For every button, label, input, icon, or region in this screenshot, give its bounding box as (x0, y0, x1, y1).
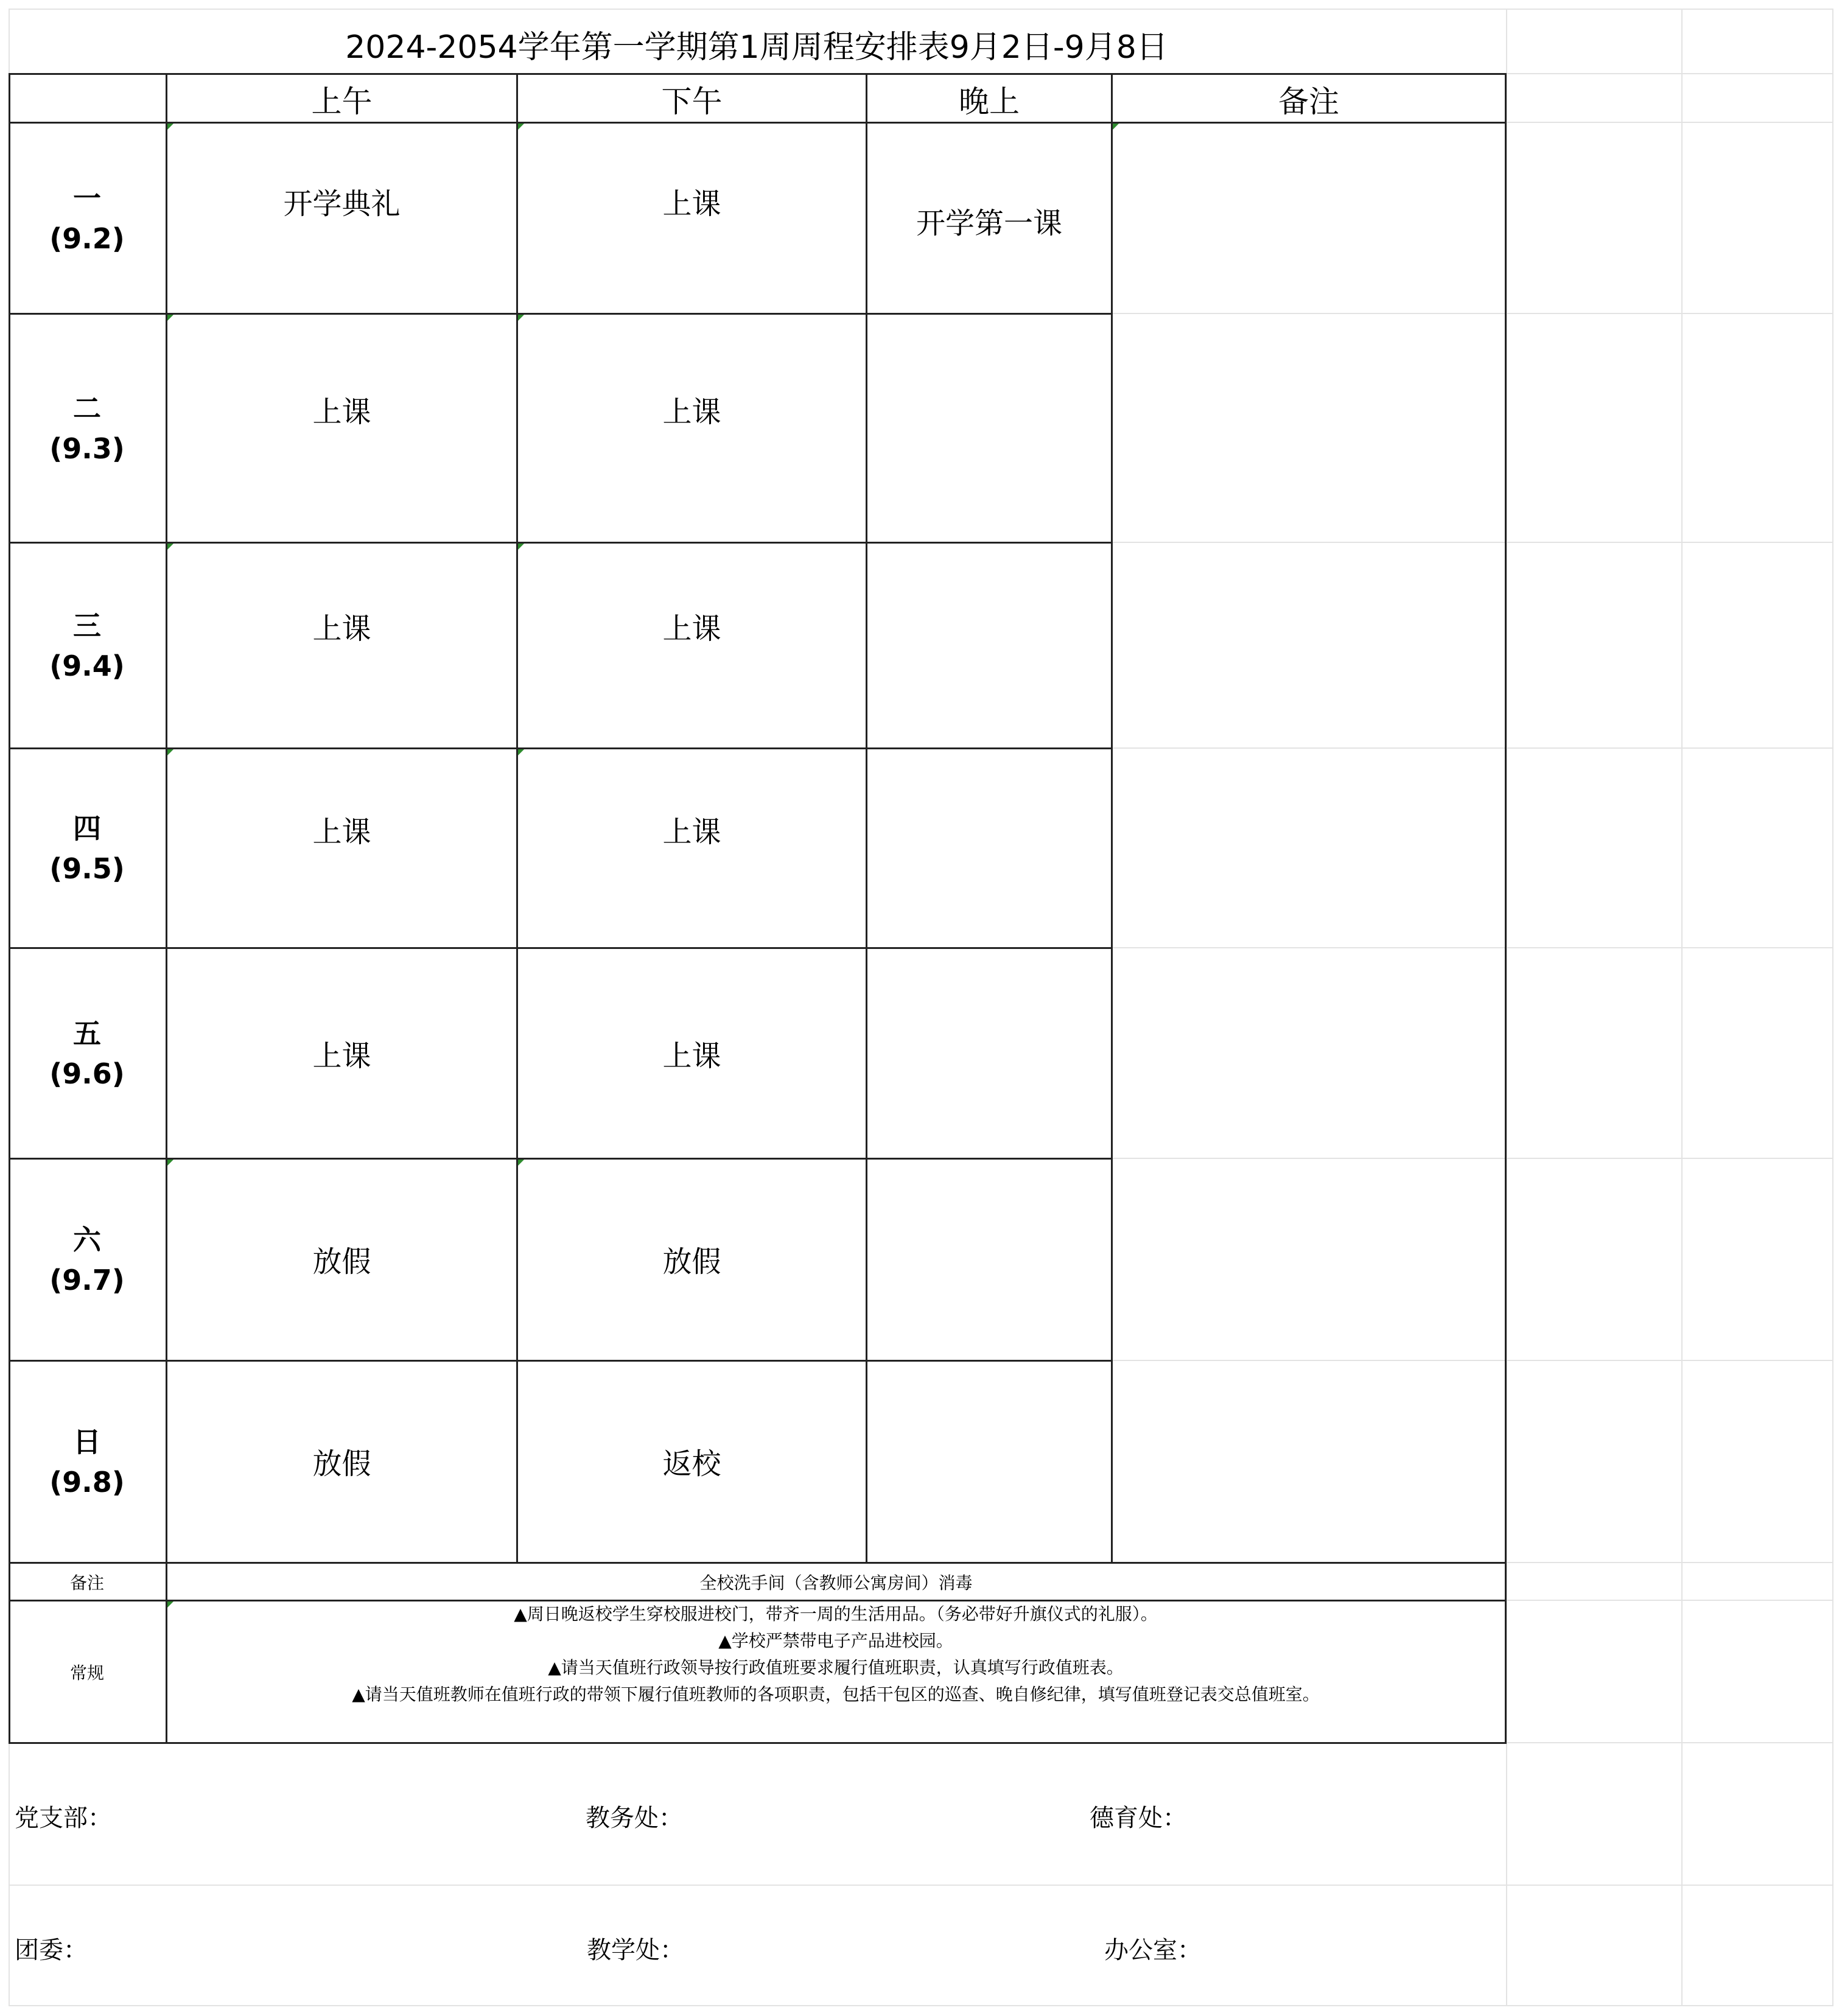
cell-marker (518, 749, 524, 755)
tue-evening-cell[interactable] (867, 379, 1111, 439)
mon-evening-cell[interactable]: 开学第一课 (916, 206, 1062, 240)
table-border (9, 542, 1113, 544)
table-border (9, 947, 1113, 949)
day-cell-fri[interactable] (9, 949, 166, 1158)
notes-text[interactable]: 全校洗手间（含教师公寓房间）消毒 (699, 1572, 973, 1593)
table-border (9, 313, 1113, 315)
cell-marker (167, 315, 173, 321)
day-date: (9.4) (49, 649, 125, 682)
signature-moral[interactable]: 德育处： (1090, 1804, 1187, 1832)
cell-marker (167, 544, 173, 550)
table-border (9, 1360, 1113, 1362)
page-title[interactable]: 2024-2054学年第一学期第1周周程安排表9月2日-9月8日 (345, 29, 1168, 66)
day-name: 日 (73, 1425, 101, 1458)
table-border (9, 747, 1113, 749)
table-border (166, 73, 167, 1744)
sun-morning-cell[interactable]: 放假 (312, 1446, 371, 1481)
day-date: (9.3) (49, 432, 125, 465)
routine-line: ▲请当天值班行政领导按行政值班要求履行值班职责，认真填写行政值班表。 (548, 1657, 1124, 1678)
wed-evening-cell[interactable] (867, 595, 1111, 656)
routine-line: ▲学校严禁带电子产品进校园。 (718, 1631, 953, 1651)
day-name: 一 (73, 181, 101, 215)
signature-office[interactable]: 办公室： (1104, 1936, 1202, 1964)
day-cell-thu[interactable] (9, 749, 166, 947)
grid-line (1681, 9, 1683, 2006)
day-name: 四 (73, 811, 101, 845)
routine-line: ▲请当天值班教师在值班行政的带领下履行值班教师的各项职责，包括干包区的巡查、晚自修纪律，填写值班登记表交总值班室。 (352, 1684, 1320, 1704)
sat-afternoon-cell[interactable]: 放假 (662, 1244, 721, 1279)
thu-morning-cell[interactable]: 上课 (312, 814, 371, 849)
sun-afternoon-cell[interactable]: 返校 (662, 1446, 721, 1481)
cell-marker (518, 544, 524, 550)
table-border (9, 73, 1507, 75)
day-cell-sat[interactable] (9, 1160, 166, 1360)
cell-marker (167, 1160, 173, 1166)
routine-text[interactable] (167, 1601, 1505, 1710)
fri-afternoon-cell[interactable]: 上课 (662, 1038, 721, 1073)
signature-academic[interactable]: 教务处： (586, 1804, 683, 1832)
signature-league[interactable]: 团委： (15, 1936, 88, 1964)
thu-afternoon-cell[interactable]: 上课 (662, 814, 721, 849)
table-border (1505, 73, 1507, 1744)
day-date: (9.5) (49, 852, 125, 885)
day-name: 五 (73, 1017, 101, 1050)
header-afternoon[interactable]: 下午 (661, 84, 723, 119)
day-cell-mon[interactable] (9, 124, 166, 313)
mon-afternoon-cell[interactable]: 上课 (662, 186, 721, 221)
grid-line (9, 1885, 1833, 1886)
day-cell-tue[interactable] (9, 315, 166, 542)
routine-line: ▲周日晚返校学生穿校服进校门，带齐一周的生活用品。（务必带好升旗仪式的礼服）。 (514, 1604, 1158, 1624)
header-morning[interactable]: 上午 (311, 84, 373, 119)
table-border (1111, 73, 1113, 1564)
day-name: 三 (73, 609, 101, 642)
day-date: (9.6) (49, 1057, 125, 1090)
day-cell-wed[interactable] (9, 544, 166, 747)
grid-line (1832, 9, 1833, 2006)
signature-party[interactable]: 党支部： (15, 1804, 112, 1832)
day-date: (9.7) (49, 1263, 125, 1297)
thu-evening-cell[interactable] (867, 799, 1111, 859)
day-date: (9.2) (49, 222, 125, 255)
header-remarks[interactable]: 备注 (1278, 84, 1339, 119)
cell-marker (518, 1160, 524, 1166)
cell-marker (518, 315, 524, 321)
header-evening[interactable]: 晚上 (959, 84, 1020, 119)
sat-morning-cell[interactable]: 放假 (312, 1244, 371, 1279)
tue-morning-cell[interactable]: 上课 (312, 394, 371, 429)
routine-label[interactable]: 常规 (69, 1662, 104, 1683)
sat-evening-cell[interactable] (867, 1228, 1111, 1289)
wed-morning-cell[interactable]: 上课 (312, 611, 371, 646)
table-border (9, 1742, 1507, 1744)
mon-morning-cell[interactable]: 开学典礼 (283, 186, 401, 221)
fri-evening-cell[interactable] (867, 1023, 1111, 1083)
table-border (9, 1158, 1113, 1160)
fri-morning-cell[interactable]: 上课 (312, 1038, 371, 1073)
day-date: (9.8) (49, 1465, 125, 1499)
grid-line (9, 9, 1833, 10)
cell-marker (1113, 124, 1119, 130)
cell-marker (518, 124, 524, 130)
day-cell-sun[interactable] (9, 1362, 166, 1562)
cell-marker (167, 124, 173, 130)
wed-afternoon-cell[interactable]: 上课 (662, 611, 721, 646)
sun-evening-cell[interactable] (867, 1430, 1111, 1491)
grid-line (9, 2005, 1833, 2006)
tue-afternoon-cell[interactable]: 上课 (662, 394, 721, 429)
cell-marker (167, 749, 173, 755)
signature-teaching[interactable]: 教学处： (587, 1936, 684, 1964)
day-name: 六 (73, 1223, 101, 1256)
day-name: 二 (73, 391, 101, 425)
notes-label[interactable]: 备注 (69, 1572, 104, 1593)
